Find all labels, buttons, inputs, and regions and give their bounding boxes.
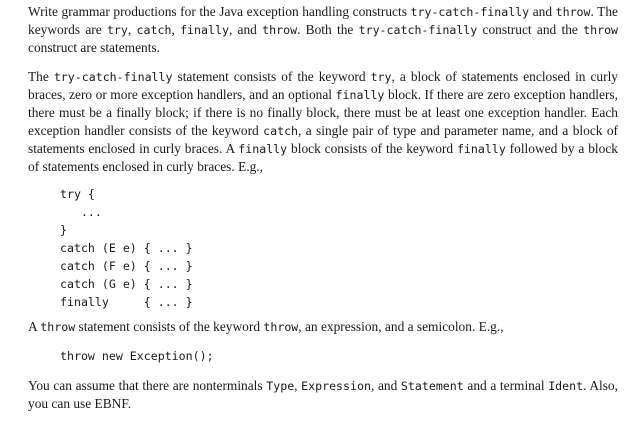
throw-code-example: throw new Exception(); xyxy=(60,349,214,363)
assumptions-paragraph xyxy=(28,377,618,413)
text: and xyxy=(529,4,556,19)
text: statement consists of the keyword xyxy=(75,319,264,334)
text: , xyxy=(127,22,137,37)
text: followed by a block of statements enclosed in curly braces. E.g., xyxy=(28,141,618,174)
inline-code: Statement xyxy=(400,379,464,393)
text: Write grammar productions for the Java exception handling constructs xyxy=(28,4,411,19)
text: , and xyxy=(228,22,263,37)
inline-code: try xyxy=(106,23,128,37)
try-catch-code-example xyxy=(60,185,618,311)
inline-code: Ident xyxy=(548,379,584,393)
inline-code: try xyxy=(370,70,392,84)
text: construct are statements. xyxy=(28,40,160,55)
text: . The keywords are xyxy=(28,4,618,37)
code-line: try { xyxy=(60,187,95,201)
throw-description-paragraph xyxy=(28,318,618,336)
inline-code: Expression xyxy=(301,379,371,393)
text: , a block of statements enclosed in curly braces, zero or more exception handlers, and an optional xyxy=(28,69,619,102)
try-catch-description-paragraph xyxy=(28,68,618,176)
text: , and xyxy=(370,378,401,393)
code-line: finally { ... } xyxy=(60,295,193,309)
text: , an expression, and a semicolon. E.g., xyxy=(298,319,504,334)
text: The xyxy=(28,69,54,84)
inline-code: finally xyxy=(456,142,506,156)
inline-code: try-catch-finally xyxy=(53,70,173,84)
inline-code: catch xyxy=(136,23,172,37)
text: block. If there are zero exception handlers, there must be a finally block; if there is no finally block, there must be at least one exception handler. Each exception handler consists of the keyword xyxy=(28,87,618,138)
inline-code: throw xyxy=(555,5,591,19)
inline-code: try-catch-finally xyxy=(410,5,530,19)
text: statement consists of the keyword xyxy=(172,69,371,84)
text: block consists of the keyword xyxy=(287,141,457,156)
inline-code: try-catch-finally xyxy=(358,23,478,37)
inline-code: throw xyxy=(40,320,76,334)
document-body xyxy=(28,0,618,413)
inline-code: throw xyxy=(583,23,619,37)
inline-code: catch xyxy=(263,124,299,138)
text: construct and the xyxy=(477,22,584,37)
text: , a single pair of type and parameter name, and a block of statements enclosed in curly braces. A xyxy=(28,123,618,156)
inline-code: finally xyxy=(180,23,229,37)
text: and a terminal xyxy=(463,378,549,393)
inline-code: finally xyxy=(335,88,385,102)
code-line: catch (G e) { ... } xyxy=(60,277,193,291)
text: You can assume that there are nonterminals xyxy=(28,378,267,393)
text: , xyxy=(171,22,181,37)
inline-code: Type xyxy=(266,379,295,393)
inline-code: throw xyxy=(262,23,298,37)
intro-paragraph xyxy=(28,3,618,57)
text: . Both the xyxy=(297,22,359,37)
code-line: catch (F e) { ... } xyxy=(60,259,193,273)
code-line: } xyxy=(60,223,67,237)
text: . Also, you can use EBNF. xyxy=(28,378,618,411)
code-line: ... xyxy=(60,205,102,219)
inline-code: throw xyxy=(263,320,299,334)
text: , xyxy=(294,378,302,393)
text: A xyxy=(28,319,41,334)
code-line: catch (E e) { ... } xyxy=(60,241,193,255)
inline-code: finally xyxy=(238,142,288,156)
